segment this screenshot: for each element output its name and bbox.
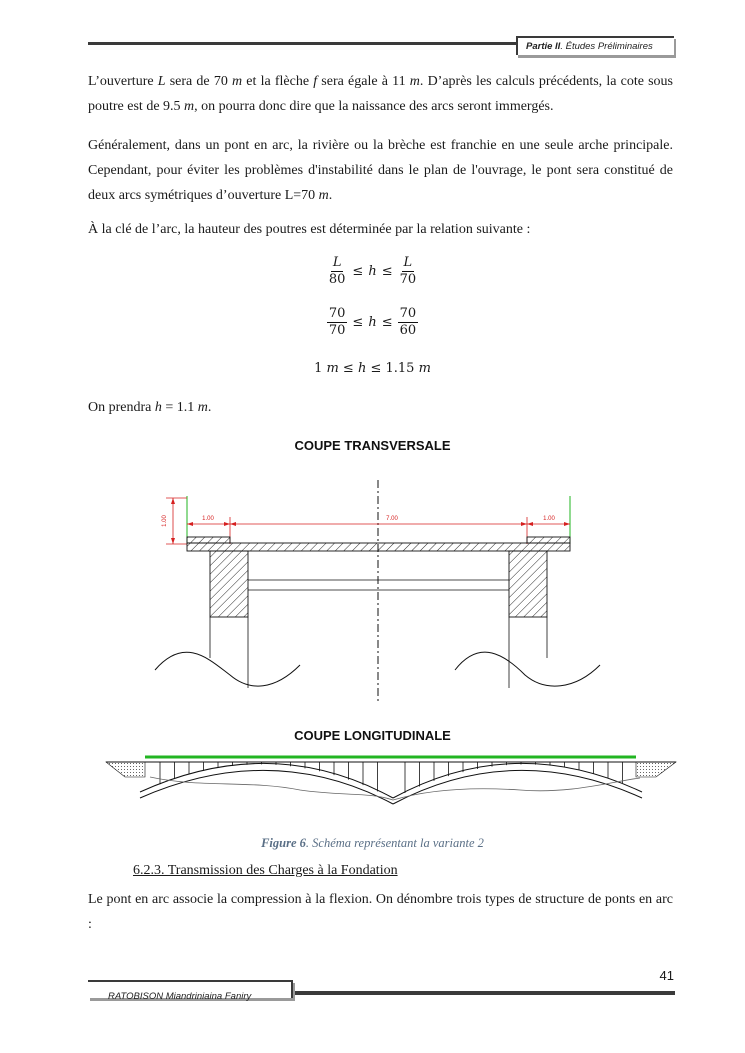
figure-caption [0, 836, 745, 851]
text-run: sera de 70 [165, 74, 232, 89]
text-run: h [357, 361, 367, 376]
header-part-title: . Études Préliminaires [560, 41, 653, 52]
text-run: m [409, 74, 420, 89]
text-run: m [318, 188, 329, 203]
paragraph-opening [88, 69, 673, 119]
text-run: et la flèche [242, 74, 314, 89]
header-rule [88, 42, 516, 45]
text-run: m [326, 361, 339, 376]
text-run: = 1.1 [161, 400, 198, 415]
equation-3 [0, 361, 745, 376]
equation-1: $\frac{L}{80}$ ≤ h ≤ $\frac{L}{70}$ [328, 255, 417, 287]
abutment-right [636, 762, 676, 777]
sidewalk-left [187, 537, 230, 543]
paragraph-arches [88, 133, 673, 208]
arch-left [140, 763, 393, 798]
text-run: On prendra [88, 400, 155, 415]
figure-label: Figure 6 [261, 836, 306, 850]
text-run: . [207, 400, 212, 415]
longitudinal-section-drawing [0, 750, 745, 825]
abutment-left [106, 762, 145, 777]
text-run: Généralement, dans un pont en arc, la rivière ou la brèche est franchie en une seule arche principale. Cependant, pour éviter les problèmes d'instabilité dans le plan de l'ouvrage, le pont sera constitué de deux arcs symétriques d’ouverture L=70 [88, 138, 673, 203]
sidewalk-right [527, 537, 570, 543]
paragraph-structures [88, 887, 673, 937]
header-part-label: Partie II [526, 41, 561, 52]
paragraph-relation [88, 217, 673, 242]
page-number: 41 [659, 968, 674, 983]
text-run: L [157, 74, 166, 89]
dim-right-label: 1.00 [543, 516, 555, 522]
running-header [516, 36, 674, 55]
deck-slab [187, 543, 570, 551]
text-run: À la clé de l’arc, la hauteur des poutres est déterminée par la relation suivante : [88, 222, 531, 237]
section-heading: 6.2.3. Transmission des Charges à la Fondation [133, 863, 398, 878]
figure-caption-text: . Schéma représentant la variante 2 [305, 836, 484, 850]
text-run: f [313, 74, 318, 89]
arch-right [393, 763, 642, 798]
cross-section-title: COUPE TRANSVERSALE [294, 438, 451, 453]
text-run: ≤ 1.15 [366, 361, 419, 376]
equation-2: $\frac{70}{70}$ ≤ h ≤ $\frac{70}{60}$ [328, 306, 417, 338]
terrain-right [455, 652, 600, 686]
dim-center-label: 7.00 [386, 516, 398, 522]
text-run: 1 [314, 361, 327, 376]
footer-author: RATOBISON Miandriniaina Faniry [88, 980, 293, 998]
text-run: ≤ [338, 361, 358, 376]
footer-rule [291, 991, 675, 995]
longitudinal-section-title: COUPE LONGITUDINALE [294, 728, 451, 743]
paragraph-choice [88, 395, 673, 420]
text-run: m [232, 74, 243, 89]
text-run: m [418, 361, 431, 376]
text-run: . [328, 188, 333, 203]
text-run: , on pourra donc dire que la naissance des arcs seront immergés. [194, 99, 554, 114]
spandrel-columns [160, 762, 623, 793]
beam-right [509, 551, 547, 617]
text-run: L’ouverture [88, 74, 158, 89]
cross-section-drawing [0, 470, 745, 705]
terrain-left [155, 652, 300, 686]
text-run: m [197, 400, 208, 415]
dim-height-label: 1.00 [162, 515, 168, 527]
text-run: . D’après les calculs précédents, la cote sous poutre est de 9.5 [88, 74, 674, 114]
dim-left-label: 1.00 [202, 516, 214, 522]
text-run: sera égale à 11 [317, 74, 410, 89]
text-run: m [184, 99, 195, 114]
text-run: Le pont en arc associe la compression à la flexion. On dénombre trois types de structure de ponts en arc : [88, 892, 673, 932]
beam-left [210, 551, 248, 617]
text-run: h [154, 400, 162, 415]
